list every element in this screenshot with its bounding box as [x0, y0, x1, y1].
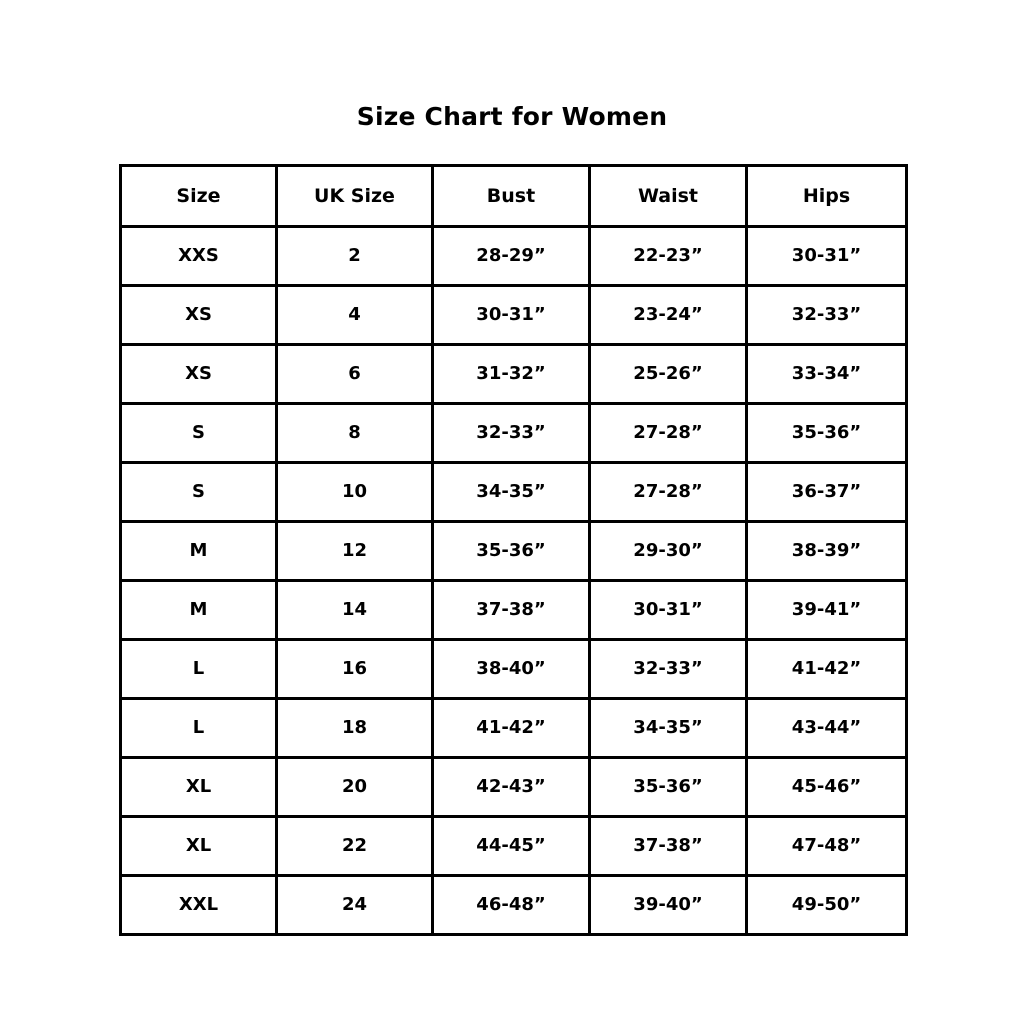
cell-hips: 47-48”	[747, 817, 907, 876]
table-row	[121, 640, 907, 699]
column-header-hips: Hips	[747, 166, 907, 227]
table-row	[121, 345, 907, 404]
cell-size: XS	[121, 345, 277, 404]
table-row	[121, 404, 907, 463]
cell-uk-size: 4	[277, 286, 433, 345]
cell-bust: 38-40”	[433, 640, 590, 699]
cell-size: XXS	[121, 227, 277, 286]
column-header-waist: Waist	[590, 166, 747, 227]
cell-hips: 41-42”	[747, 640, 907, 699]
cell-size: S	[121, 404, 277, 463]
column-header-bust: Bust	[433, 166, 590, 227]
cell-bust: 32-33”	[433, 404, 590, 463]
cell-size: XXL	[121, 876, 277, 935]
cell-waist: 25-26”	[590, 345, 747, 404]
cell-uk-size: 12	[277, 522, 433, 581]
cell-size: M	[121, 581, 277, 640]
page-title: Size Chart for Women	[356, 102, 668, 131]
cell-size: XL	[121, 817, 277, 876]
cell-waist: 27-28”	[590, 404, 747, 463]
cell-bust: 28-29”	[433, 227, 590, 286]
table-row	[121, 286, 907, 345]
table-row	[121, 758, 907, 817]
cell-uk-size: 18	[277, 699, 433, 758]
cell-waist: 27-28”	[590, 463, 747, 522]
cell-size: XS	[121, 286, 277, 345]
cell-bust: 42-43”	[433, 758, 590, 817]
cell-uk-size: 24	[277, 876, 433, 935]
cell-waist: 30-31”	[590, 581, 747, 640]
cell-hips: 38-39”	[747, 522, 907, 581]
cell-bust: 34-35”	[433, 463, 590, 522]
size-chart-table-container	[119, 164, 905, 936]
cell-bust: 41-42”	[433, 699, 590, 758]
cell-hips: 32-33”	[747, 286, 907, 345]
cell-waist: 34-35”	[590, 699, 747, 758]
cell-size: XL	[121, 758, 277, 817]
table-row	[121, 876, 907, 935]
cell-waist: 29-30”	[590, 522, 747, 581]
cell-hips: 35-36”	[747, 404, 907, 463]
cell-hips: 36-37”	[747, 463, 907, 522]
table-row	[121, 581, 907, 640]
cell-uk-size: 2	[277, 227, 433, 286]
cell-size: L	[121, 640, 277, 699]
cell-waist: 39-40”	[590, 876, 747, 935]
cell-hips: 43-44”	[747, 699, 907, 758]
table-header-row	[121, 166, 907, 227]
table-row	[121, 463, 907, 522]
cell-uk-size: 6	[277, 345, 433, 404]
cell-bust: 46-48”	[433, 876, 590, 935]
cell-hips: 30-31”	[747, 227, 907, 286]
cell-hips: 39-41”	[747, 581, 907, 640]
cell-uk-size: 10	[277, 463, 433, 522]
cell-bust: 37-38”	[433, 581, 590, 640]
size-chart-table	[119, 164, 908, 936]
cell-uk-size: 8	[277, 404, 433, 463]
cell-size: L	[121, 699, 277, 758]
table-row	[121, 522, 907, 581]
cell-hips: 33-34”	[747, 345, 907, 404]
table-row	[121, 699, 907, 758]
cell-uk-size: 20	[277, 758, 433, 817]
cell-waist: 35-36”	[590, 758, 747, 817]
cell-size: S	[121, 463, 277, 522]
cell-bust: 30-31”	[433, 286, 590, 345]
cell-hips: 45-46”	[747, 758, 907, 817]
cell-waist: 37-38”	[590, 817, 747, 876]
column-header-uk-size: UK Size	[277, 166, 433, 227]
table-row	[121, 227, 907, 286]
cell-uk-size: 14	[277, 581, 433, 640]
cell-bust: 35-36”	[433, 522, 590, 581]
cell-hips: 49-50”	[747, 876, 907, 935]
cell-waist: 23-24”	[590, 286, 747, 345]
cell-bust: 31-32”	[433, 345, 590, 404]
table-row	[121, 817, 907, 876]
cell-uk-size: 16	[277, 640, 433, 699]
cell-size: M	[121, 522, 277, 581]
cell-bust: 44-45”	[433, 817, 590, 876]
cell-waist: 32-33”	[590, 640, 747, 699]
column-header-size: Size	[121, 166, 277, 227]
cell-uk-size: 22	[277, 817, 433, 876]
cell-waist: 22-23”	[590, 227, 747, 286]
